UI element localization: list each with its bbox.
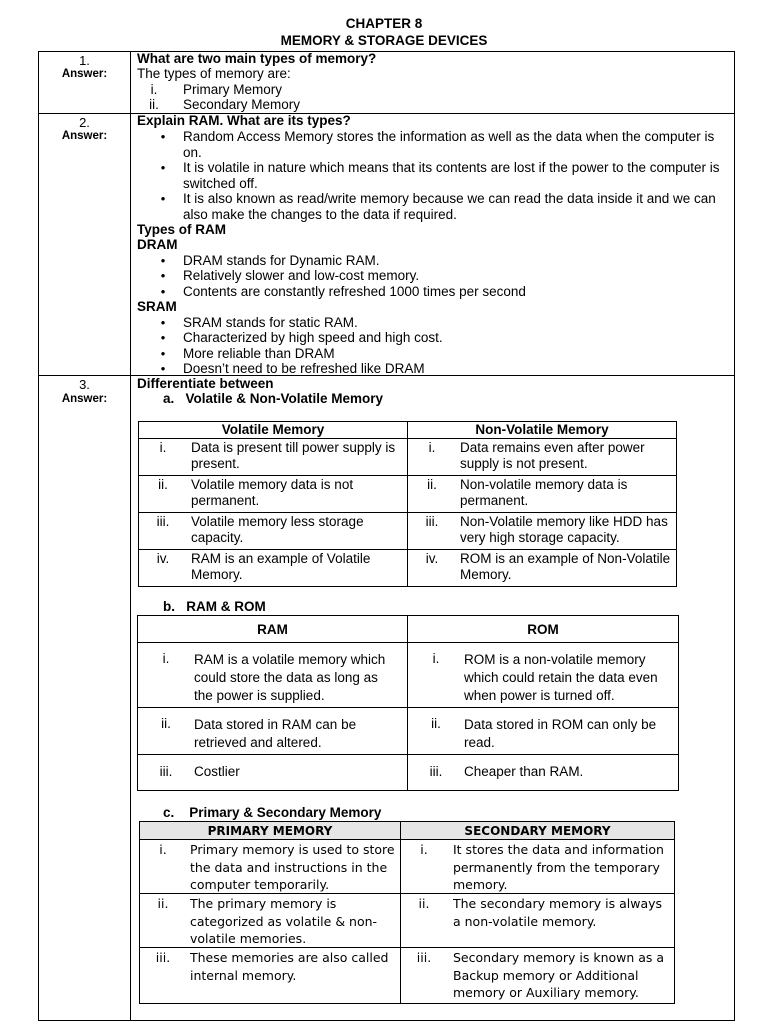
list-item: It is volatile in nature which means that its contents are lost if the power to the computer is switched off. [183, 160, 720, 191]
table-cell: It stores the data and information permanently from the temporary memory. [453, 842, 664, 892]
chapter-number: CHAPTER 8 [345, 16, 423, 31]
list-item: More reliable than DRAM [183, 346, 335, 361]
row-number: iv. [156, 551, 170, 566]
volatile-comparison-table [138, 421, 677, 587]
table-row [139, 513, 677, 550]
list-item: It is also known as read/write memory because we can read the data inside it and we can also make the changes to the data if required. [183, 191, 716, 222]
column-header: PRIMARY MEMORY [140, 822, 401, 840]
table-cell: Data stored in RAM can be retrieved and altered. [194, 717, 357, 750]
list-marker: ii. [149, 97, 159, 112]
list-item: DRAM stands for Dynamic RAM. [183, 253, 380, 268]
subsection-heading: a. Volatile & Non-Volatile Memory [163, 391, 384, 406]
bullet: • [160, 315, 166, 330]
table-row [140, 948, 675, 1004]
table-cell: Volatile memory data is not permanent. [191, 477, 354, 508]
question-number: 3. [79, 377, 90, 392]
row-number: ii. [431, 716, 441, 731]
row-number: iv. [425, 551, 439, 566]
table-row [139, 439, 677, 476]
column-header: Non-Volatile Memory [408, 422, 677, 439]
table-cell: Non-volatile memory data is permanent. [460, 477, 628, 508]
bullet: • [160, 284, 166, 299]
table-cell: Cheaper than RAM. [464, 764, 584, 779]
table-row [138, 643, 679, 708]
table-row [138, 708, 679, 755]
table-cell: RAM is an example of Volatile Memory. [191, 551, 371, 582]
list-item: Characterized by high speed and high cost. [183, 330, 443, 345]
column-header: RAM [138, 616, 408, 643]
row-number: i. [159, 842, 167, 857]
table-cell: Data stored in ROM can only be read. [464, 717, 657, 750]
row-number: ii. [157, 896, 169, 911]
bullet: • [160, 346, 166, 361]
table-cell: Costlier [194, 764, 240, 779]
qa-table [38, 51, 735, 1021]
bullet: • [160, 361, 166, 376]
bullet: • [160, 191, 166, 206]
question-number: 1. [79, 53, 90, 68]
question-number: 2. [79, 115, 90, 130]
row-number: iii. [429, 764, 443, 779]
table-cell: Data remains even after power supply is not present. [460, 440, 645, 471]
list-item: Relatively slower and low-cost memory. [183, 268, 420, 283]
table-cell: Data is present till power supply is present. [191, 440, 396, 471]
table-cell: Secondary memory is known as a Backup memory or Additional memory or Auxiliary memory. [453, 950, 665, 1000]
primary-secondary-table [139, 821, 675, 1004]
column-divider [130, 52, 131, 1020]
list-marker: i. [150, 82, 158, 97]
table-cell: The secondary memory is always a non-volatile memory. [453, 896, 663, 929]
row-number: ii. [418, 896, 430, 911]
question-text: Explain RAM. What are its types? [137, 113, 351, 128]
column-header: ROM [408, 616, 679, 643]
table-cell: RAM is a volatile memory which could store the data as long as the power is supplied. [194, 652, 386, 703]
column-header: SECONDARY MEMORY [401, 822, 675, 840]
row-number: i. [432, 651, 440, 666]
answer-label: Answer: [61, 68, 108, 80]
list-item: SRAM stands for static RAM. [183, 315, 358, 330]
answer-label: Answer: [61, 393, 108, 405]
bullet: • [160, 253, 166, 268]
subsection-heading: b. RAM & ROM [163, 599, 266, 614]
list-item: Primary Memory [183, 82, 283, 97]
table-cell: Volatile memory less storage capacity. [191, 514, 364, 545]
table-cell: These memories are also called internal memory. [190, 950, 389, 983]
bullet: • [160, 268, 166, 283]
row-number: i. [159, 440, 167, 455]
table-cell: ROM is a non-volatile memory which could retain the data even when power is turned off. [464, 652, 658, 703]
table-row [139, 476, 677, 513]
question-text: Differentiate between [137, 376, 274, 391]
section-heading: Types of RAM [137, 222, 227, 237]
list-item: Secondary Memory [183, 97, 301, 112]
section-heading: DRAM [137, 237, 178, 252]
table-row [139, 550, 677, 587]
bullet: • [160, 129, 166, 144]
subsection-heading: c. Primary & Secondary Memory [163, 805, 382, 820]
list-item: Doesn’t need to be refreshed like DRAM [183, 361, 425, 376]
table-cell: Non-Volatile memory like HDD has very high storage capacity. [460, 514, 668, 545]
section-heading: SRAM [137, 299, 177, 314]
list-item: Random Access Memory stores the information as well as the data when the computer is on. [183, 129, 715, 160]
row-number: ii. [427, 477, 437, 492]
row-number: ii. [161, 716, 171, 731]
bullet: • [160, 160, 166, 175]
row-number: ii. [158, 477, 168, 492]
row-number: iii. [416, 950, 432, 965]
list-item: Contents are constantly refreshed 1000 times per second [183, 284, 526, 299]
table-row [138, 755, 679, 791]
chapter-title: MEMORY & STORAGE DEVICES [280, 33, 488, 48]
row-number: i. [162, 651, 170, 666]
question-text: What are two main types of memory? [137, 51, 377, 66]
row-number: i. [420, 842, 428, 857]
ram-rom-table [137, 615, 679, 791]
table-row [140, 840, 675, 894]
row-number: iii. [156, 514, 170, 529]
answer-intro: The types of memory are: [137, 66, 291, 81]
table-cell: The primary memory is categorized as volatile & non-volatile memories. [190, 896, 378, 946]
answer-label: Answer: [61, 130, 108, 142]
row-number: iii. [159, 764, 173, 779]
table-row [140, 894, 675, 948]
row-number: i. [428, 440, 436, 455]
table-cell: ROM is an example of Non-Volatile Memory. [460, 551, 671, 582]
column-header: Volatile Memory [139, 422, 408, 439]
bullet: • [160, 330, 166, 345]
table-cell: Primary memory is used to store the data and instructions in the computer temporarily. [190, 842, 395, 892]
row-number: iii. [425, 514, 439, 529]
row-number: iii. [155, 950, 171, 965]
